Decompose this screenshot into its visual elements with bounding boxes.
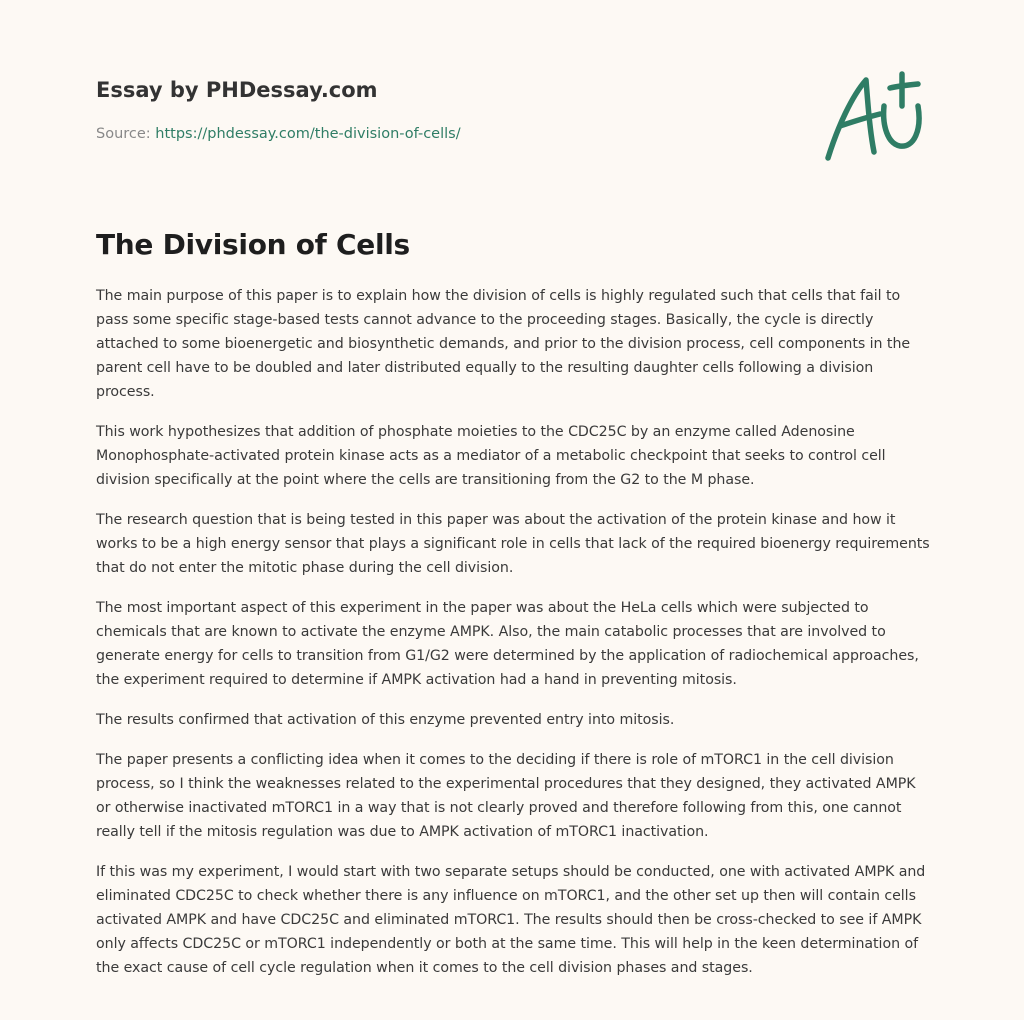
essay-body (96, 284, 932, 996)
a-plus-grade-icon (818, 66, 930, 166)
essay-paragraph: This work hypothesizes that addition of phosphate moieties to the CDC25C by an enzyme called Adenosine Monophosphate-activated protein kinase acts as a mediator of a metabolic checkpoint that seeks to control cell division specifically at the point where the cells are transitioning from the G2 to the M phase. (96, 424, 886, 488)
essay-paragraph: The results confirmed that activation of this enzyme prevented entry into mitosis. (96, 712, 675, 728)
essay-title: The Division of Cells (96, 228, 410, 261)
essay-paragraph: If this was my experiment, I would start with two separate setups should be conducted, one with activated AMPK and eliminated CDC25C to check whether there is any influence on mTORC1, and the other set up then will contain cells activated AMPK and have CDC25C and eliminated mTORC1. The results should then be cross-checked to see if AMPK only affects CDC25C or mTORC1 independently or both at the same time. This will help in the keen determination of the exact cause of cell cycle regulation when it comes to the cell division phases and stages. (96, 864, 926, 976)
essay-paragraph: The most important aspect of this experiment in the paper was about the HeLa cells which were subjected to chemicals that are known to activate the enzyme AMPK. Also, the main catabolic processes that are involved to generate energy for cells to transition from G1/G2 were determined by the application of radiochemical approaches, the experiment required to determine if AMPK activation had a hand in preventing mitosis. (96, 600, 919, 688)
source-link[interactable]: https://phdessay.com/the-division-of-cells/ (155, 126, 461, 142)
source-label: Source: (96, 126, 156, 142)
source-line (96, 124, 796, 144)
site-title: Essay by PHDessay.com (96, 78, 378, 102)
essay-header (96, 76, 796, 144)
essay-paragraph: The research question that is being tested in this paper was about the activation of the protein kinase and how it works to be a high energy sensor that plays a significant role in cells that lack of the required bioenergy requirements that do not enter the mitotic phase during the cell division. (96, 512, 930, 576)
essay-paragraph: The paper presents a conflicting idea when it comes to the deciding if there is role of mTORC1 in the cell division process, so I think the weaknesses related to the experimental procedures that they designed, they activated AMPK or otherwise inactivated mTORC1 in a way that is not clearly proved and therefore following from this, one cannot really tell if the mitosis regulation was due to AMPK activation of mTORC1 inactivation. (96, 752, 916, 840)
essay-paragraph: The main purpose of this paper is to explain how the division of cells is highly regulated such that cells that fail to pass some specific stage-based tests cannot advance to the proceeding stages. Basically, the cycle is directly attached to some bioenergetic and biosynthetic demands, and prior to the division process, cell components in the parent cell have to be doubled and later distributed equally to the resulting daughter cells following a division process. (96, 288, 911, 400)
